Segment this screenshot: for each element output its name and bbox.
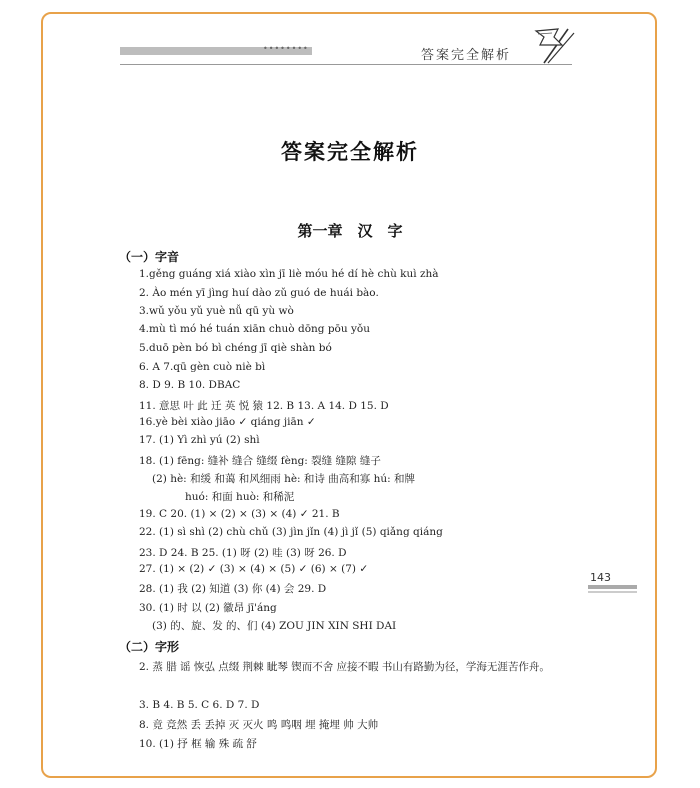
- header-rule: [120, 64, 572, 65]
- answer-line: 30. (1) 时 以 (2) 徽昂 jī'áng: [139, 602, 277, 614]
- answer-line: (3) 的、旋、发 的、们 (4) ZOU JIN XIN SHI DAI: [152, 620, 397, 632]
- flag-icon: [528, 25, 578, 65]
- answer-line: 4.mù tì mó hé tuán xiān chuò dōng pōu yǒu: [139, 323, 370, 335]
- answer-line: 8. 竟 竞然 丢 丢掉 灭 灭火 鸣 鸣咽 埋 掩埋 帅 大帅: [139, 719, 379, 731]
- answer-line: 1.gěng guáng xiá xiào xìn jī liè móu hé dí hè chù kuì zhà: [139, 268, 439, 280]
- answer-line: 2. Ào mén yī jìng huí dào zǔ guó de huái bào.: [139, 287, 379, 299]
- chapter-title: 第一章 汉 字: [297, 222, 403, 240]
- header-dots: ••••••••: [263, 44, 309, 53]
- page-title: 答案完全解析: [281, 139, 419, 164]
- answer-line: 6. A 7.qū gèn cuò niè bì: [139, 361, 266, 373]
- answer-line: 11. 意思 叶 此 迁 英 悦 猿 12. B 13. A 14. D 15. D: [139, 400, 389, 412]
- answer-line: 18. (1) fēng: 缝补 缝合 缝缀 fèng: 裂缝 缝隙 缝子: [139, 455, 381, 467]
- answer-line: 16.yè bèi xiào jiāo ✓ qiáng jiān ✓: [139, 416, 316, 428]
- running-header-title: 答案完全解析: [421, 48, 512, 63]
- answer-line: 3.wǔ yǒu yǔ yuè nǚ qū yù wò: [139, 305, 294, 317]
- answer-line: 28. (1) 我 (2) 知道 (3) 你 (4) 会 29. D: [139, 583, 327, 595]
- answer-line: 2. 蒸 腊 谣 恢弘 点缀 荆棘 眦琴 锲而不舍 应接不暇 书山有路勤为径，学海无涯苦作舟。: [139, 661, 550, 673]
- answer-line: 5.duō pèn bó bì chéng jī qiè shàn bó: [139, 342, 332, 354]
- page-number-bar: [588, 591, 637, 593]
- answer-line: 23. D 24. B 25. (1) 呀 (2) 哇 (3) 呀 26. D: [139, 547, 347, 559]
- page-number-bar: [588, 585, 637, 589]
- answer-line: 17. (1) Yì zhì yú (2) shì: [139, 434, 260, 446]
- answer-line: huó: 和面 huò: 和稀泥: [185, 491, 295, 503]
- section-heading-glyph: （二）字形: [119, 640, 180, 654]
- answer-line: 10. (1) 抒 框 输 殊 疏 舒: [139, 738, 257, 750]
- answer-line: 22. (1) sì shì (2) chù chǔ (3) jìn jǐn (4) jì jǐ (5) qiǎng qiáng: [139, 526, 443, 538]
- answer-line: 27. (1) × (2) ✓ (3) × (4) × (5) ✓ (6) × (7) ✓: [139, 563, 369, 575]
- page-number: 143: [590, 571, 611, 584]
- answer-line: 19. C 20. (1) × (2) × (3) × (4) ✓ 21. B: [139, 508, 340, 520]
- section-heading-pronunciation: （一）字音: [119, 250, 180, 264]
- answer-line: 8. D 9. B 10. DBAC: [139, 379, 241, 391]
- answer-line: (2) hè: 和缓 和蔼 和风细雨 hè: 和诗 曲高和寡 hú: 和牌: [152, 473, 416, 485]
- answer-line: 3. B 4. B 5. C 6. D 7. D: [139, 699, 260, 711]
